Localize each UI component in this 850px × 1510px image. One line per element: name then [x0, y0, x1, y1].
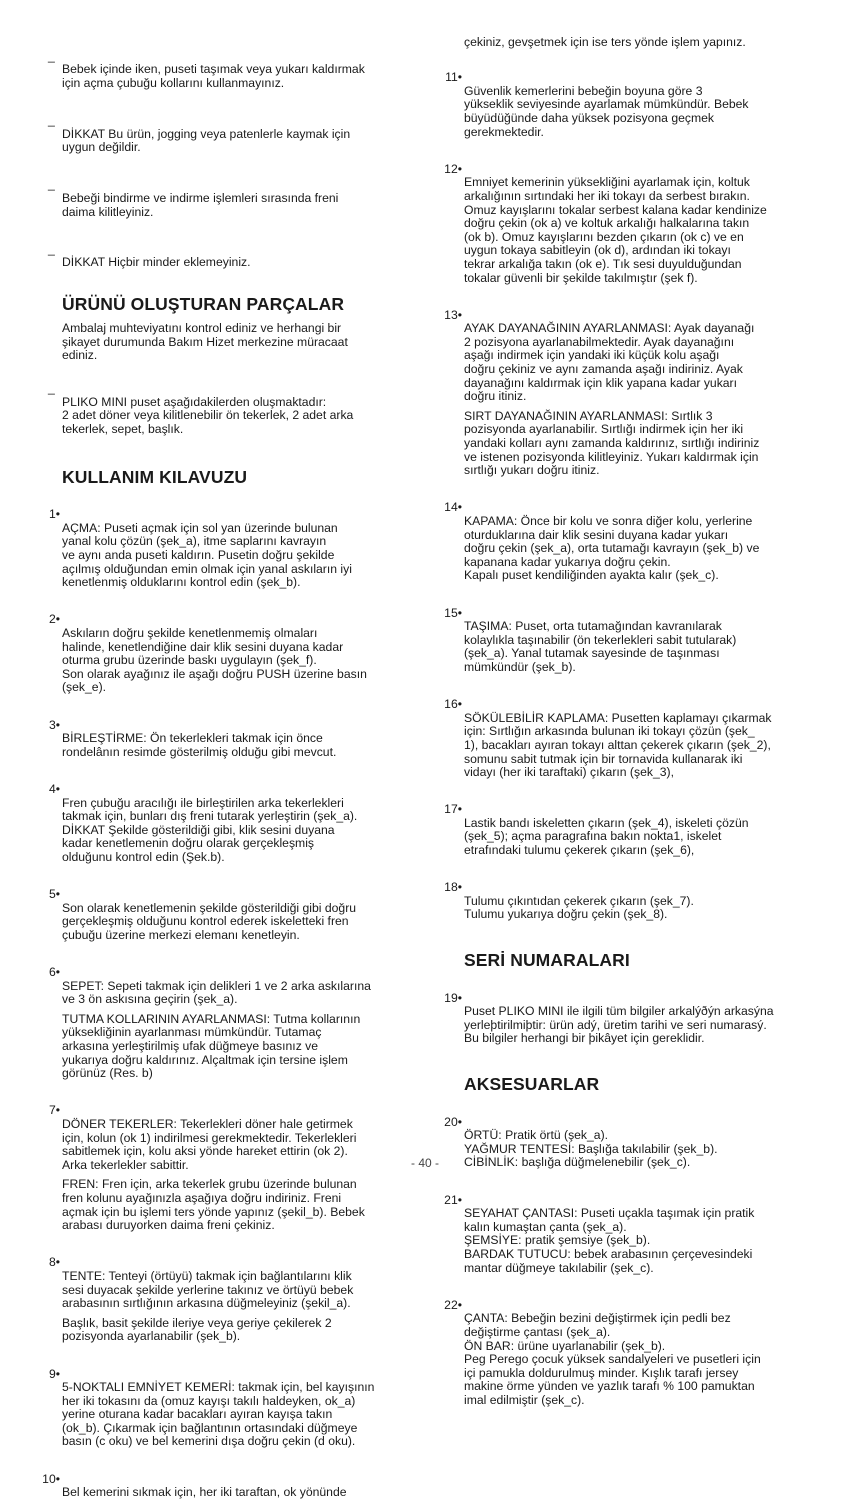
manual-item-14 — [440, 488, 814, 583]
item-text: Güvenlik kemerlerini bebeğin boyuna göre 3 yükseklik seviyesinde ayarlamak mümkündür. Bebek büyüdüğünde daha yüksek pozisyona geçmek gerekmektedir. — [464, 83, 749, 139]
item-text: Son olarak kenetlemenin şekilde gösterildiği gibi doğru gerçekleşmiş olduğunu kontrol ederek iskeletteki fren çubuğu üzerine merkezi elemanı kenetleyin. — [62, 900, 357, 942]
item-number: 17• — [444, 802, 462, 817]
manual-item-3 — [38, 705, 410, 759]
item-number: 10• — [42, 1471, 60, 1486]
item-number: 4• — [48, 781, 60, 796]
item-text: 5-NOKTALI EMNİYET KEMERİ: takmak için, bel kayışının her iki tokasını da (omuz kayışı takılı haldeyken, ok_a) yerine oturana kadar bacakları ayıran kayışa takın (ok_b). Çıkarmak için bağlantının ortasındaki düğmeye basın (c oku) ve bel kemerini dışa doğru çekin (d oku). — [62, 1380, 375, 1449]
item-text: Lastik bandı iskeletten çıkarın (şek_4), iskeleti çözün (şek_5); açma paragrafına bakın nokta1, iskelet etrafındaki tulumu çekerek çıkarın (şek_6), — [464, 815, 749, 858]
manual-item-11 — [440, 58, 814, 140]
item-number: 19• — [444, 990, 462, 1005]
manual-item-10 — [38, 1459, 410, 1500]
manual-item-10-continued: çekiniz, gevşetmek için ise ters yönde işlem yapınız. — [464, 35, 746, 49]
warning-item — [38, 100, 410, 154]
item-number: 6• — [48, 965, 60, 980]
item-number: 12• — [444, 161, 462, 176]
manual-item-15 — [440, 593, 814, 675]
item-number: 15• — [444, 605, 462, 620]
warning-text: DİKKAT Bu ürün, jogging veya patenlerle kaymak için uygun değildir. — [62, 126, 351, 155]
item-text: Puset PLIKO MINI ile ilgili tüm bilgiler arkalýðýn arkasýna yerleþtirilmiþtir: ürün adý, üretim tarihi ve seri numarasý. Bu bilgiler herhangi bir þikâyet için gereklidir. — [464, 1004, 774, 1046]
manual-item-21 — [440, 1180, 814, 1275]
item-number: 7• — [48, 1103, 60, 1118]
item-text: SÖKÜLEBİLİR KAPLAMA: Pusetten kaplamayı çıkarmak için: Sırtlığın arkasında bulunan iki tokayı çözün (şek_ 1), bacakları ayıran tokayı alttan çekerek çıkarın (şek_2), somunu sabit tutmak için bir tornavida kullanarak iki vidayı (her iki taraftaki) çıkarın (şek_3), — [464, 710, 772, 780]
item-text: ÇANTA: Bebeğin bezini değiştirmek için pedli bez değiştirme çantası (şek_a). ÖN BAR: ürüne uyarlanabilir (şek_b). Peg Perego çocuk yüksek sandalyeleri ve pusetleri için içi pamukla doldurulmuş minder. Kışlık tarafı jersey makine örme yünden ve yazlık tarafı % 100 pamuktan imal edilmiştir (şek_c). — [464, 1311, 761, 1407]
manual-item-1 — [38, 495, 410, 590]
warning-text: Bebek içinde iken, puseti taşımak veya yukarı kaldırmak için açma çubuğu kollarını kullanmayınız. — [62, 62, 365, 90]
item-number: 1• — [48, 507, 60, 522]
item-text: SEYAHAT ÇANTASI: Puseti uçakla taşımak için pratik kalın kumaştan çanta (şek_a). ŞEMSİYE: pratik şemsiye (şek_b). BARDAK TUTUCU: bebek arabasının çerçevesindeki mantar düğmeye takılabilir (şek_c). — [464, 1206, 755, 1275]
dash-marker: _ — [48, 381, 55, 396]
item-text: DÖNER TEKERLER: Tekerlekleri döner hale getirmek için, kolun (ok 1) indirilmesi gerekmektedir. Tekerlekleri sabitlemek için, kolu aksi yönde hareket ettirin (ok 2). Arka tekerlekler sabittir. — [62, 1117, 357, 1172]
item-number: 21• — [444, 1192, 462, 1207]
item-number: 2• — [48, 612, 60, 627]
item-number: 22• — [444, 1297, 462, 1312]
manual-item-13-extra: SIRT DAYANAĞININ AYARLANMASI: Sırtlık 3 pozisyonda ayarlanabilir. Sırtlığı indirmek için her iki yandaki kolları aynı zamanda kaldırınız, sırtlığı indiriniz ve istenen pozisyonda kilitleyiniz. Yukarı kaldırmak için sırtlığı yukarı doğru itiniz. — [464, 408, 760, 478]
manual-item-8-extra: Başlık, basit şekilde ileriye veya geriye çekilerek 2 pozisyonda ayarlanabilir (şek_b). — [62, 1315, 332, 1344]
dash-marker: _ — [48, 112, 55, 127]
manual-item-5 — [38, 875, 410, 943]
manual-item-7-extra: FREN: Fren için, arka tekerlek grubu üzerinde bulunan fren kolunu ayağınızla aşağıya doğru indiriniz. Freni açmak için bu işlemi ters yönde yapınız (şekil_b). Bebek arabası duruyorken daima freni çekiniz. — [62, 1177, 365, 1233]
parts-intro: Ambalaj muhteviyatını kontrol ediniz ve herhangi bir şikayet durumunda Bakım Hizet merkezine müracaat ediniz. — [62, 320, 348, 363]
item-number: 13• — [444, 307, 462, 322]
left-column — [38, 36, 410, 1510]
item-number: 14• — [444, 500, 462, 515]
accessories-heading: AKSESUARLAR — [464, 1074, 600, 1094]
item-number: 16• — [444, 697, 462, 712]
warning-text: Bebeği bindirme ve indirme işlemleri sırasında freni daima kilitleyiniz. — [62, 190, 339, 219]
parts-text: PLIKO MINI puset aşağıdakilerden oluşmaktadır: 2 adet döner veya kilitlenebilir ön tekerlek, 2 adet arka tekerlek, sepet, başlık. — [62, 394, 354, 437]
warning-item — [38, 229, 410, 270]
manual-item-18 — [440, 868, 814, 922]
manual-item-16 — [440, 685, 814, 780]
warning-item — [38, 165, 410, 219]
serial-heading: SERİ NUMARALARI — [464, 950, 630, 971]
item-text: BİRLEŞTİRME: Ön tekerlekleri takmak için önce rondelânın resimde gösterilmiş olduğu gibi mevcut. — [62, 731, 337, 759]
item-text: TENTE: Tenteyi (örtüyü) takmak için bağlantılarını klik sesi duyacak şekilde yerlerine takınız ve örtüyü bebek arabasının sırtlığının arkasına düğmeleyiniz (şekil_a). — [62, 1268, 354, 1311]
item-text: SEPET: Sepeti takmak için delikleri 1 ve 2 arka askılarına ve 3 ön askısına geçirin (şek_a). — [62, 978, 371, 1007]
item-text: AÇMA: Puseti açmak için sol yan üzerinde bulunan yanal kolu çözün (şek_a), itme saplarını kavrayın ve aynı anda puseti kaldırın. Pusetin doğru şekilde açılmış olduğundan emin olmak için yanal askıların iyi kenetlenmiş olduklarını kontrol edin (şek_b). — [62, 520, 352, 590]
item-text: KAPAMA: Önce bir kolu ve sonra diğer kolu, yerlerine oturduklarına dair klik sesini duyana kadar yukarı doğru çekin (şek_a), orta tutamağı kavrayın (şek_b) ve kapanana kadar yukarıya doğru çekin. Kapalı puset kendiliğinden ayakta kalır (şek_c). — [464, 514, 760, 583]
right-column — [440, 36, 814, 1417]
item-text: Tulumu çıkıntıdan çekerek çıkarın (şek_7). Tulumu yukarıya doğru çekin (şek_8). — [464, 893, 694, 922]
warning-text: DİKKAT Hiçbir minder eklemeyiniz. — [62, 255, 251, 270]
dash-marker: _ — [48, 241, 55, 256]
item-text: AYAK DAYANAĞININ AYARLANMASI: Ayak dayanağı 2 pozisyona ayarlanabilmektedir. Ayak dayanağını aşağı indirmek için yandaki iki küçük kolu aşağı doğru çekiniz ve aynı zamanda aşağı indiriniz. Ayak dayanağını kaldırmak için klik yapana kadar yukarı doğru itiniz. — [464, 321, 755, 404]
manual-item-22 — [440, 1285, 814, 1407]
item-number: 3• — [48, 717, 60, 732]
item-text: ÖRTÜ: Pratik örtü (şek_a). YAĞMUR TENTESİ: Başlığa takılabilir (şek_b). CİBİNLİK: başlığa düğmelenebilir (şek_c). — [464, 1128, 718, 1170]
item-number: 8• — [48, 1255, 60, 1270]
manual-item-19 — [440, 978, 814, 1046]
manual-item-9 — [38, 1354, 410, 1449]
manual-item-17 — [440, 790, 814, 858]
page-number: - 40 - — [410, 1156, 439, 1170]
item-number: 5• — [48, 887, 60, 902]
item-text: Fren çubuğu aracılığı ile birleştirilen arka tekerlekleri takmak için, bunları dış freni tutarak yerleştirin (şek_a). DİKKAT Şekilde gösterildiği gibi, klik sesini duyana kadar kenetlemenin doğru olarak gerçekleşmiş olduğunu kontrol edin (Şek.b). — [62, 795, 358, 864]
manual-item-12 — [440, 149, 814, 285]
parts-list-item — [38, 369, 410, 437]
manual-item-8 — [38, 1243, 410, 1311]
item-text: Askıların doğru şekilde kenetlenmemiş olmaları halinde, kenetlendiğine dair klik sesini duyana kadar oturma grubu üzerinde baskı uygulayın (şek_f). Son olarak ayağınız ile aşağı doğru PUSH üzerine basın (şek_e). — [62, 626, 367, 695]
dash-marker: _ — [48, 48, 55, 63]
manual-item-6 — [38, 952, 410, 1006]
item-number: 20• — [444, 1114, 462, 1129]
parts-heading: ÜRÜNÜ OLUŞTURAN PARÇALAR — [62, 293, 345, 314]
item-text: Emniyet kemerinin yüksekliğini ayarlamak için, koltuk arkalığının sırtındaki her iki tokayı da serbest bırakın. Omuz kayışlarını tokalar serbest kalana kadar kendinize doğru çekin (ok a) ve koltuk arkalığı halkalarına takın (ok b). Omuz kayışlarını bezden çıkarın (ok c) ve en uygun tokaya sabitleyin (ok d), ardından iki tokayı tekrar arkalığa takın (ok e). Tık sesi duyulduğundan tokalar güvenli bir şekilde takılmıştır (şek f). — [464, 175, 767, 285]
item-number: 11• — [445, 70, 462, 85]
manual-item-2 — [38, 600, 410, 695]
manual-item-13 — [440, 295, 814, 404]
item-text: TAŞIMA: Puset, orta tutamağından kavranılarak kolaylıkla taşınabilir (ön tekerlekleri sabit tutularak) (şek_a). Yanal tutamak sayesinde de taşınması mümkündür (şek_b). — [464, 619, 737, 674]
item-number: 18• — [444, 880, 462, 895]
manual-item-6-extra: TUTMA KOLLARININ AYARLANMASI: Tutma kollarının yüksekliğinin ayarlanması mümkündür. Tutamaç arkasına yerleştirilmiş ufak düğmeye basınız ve yukarıya doğru kaldırınız. Alçaltmak için tersine işlem görünüz (Res. b) — [62, 1011, 361, 1081]
item-text: Bel kemerini sıkmak için, her iki taraftan, ok yönünde — [62, 1485, 347, 1500]
item-number: 9• — [48, 1366, 60, 1381]
dash-marker: _ — [48, 177, 55, 192]
manual-item-4 — [38, 769, 410, 864]
manual-heading: KULLANIM KILAVUZU — [62, 466, 248, 487]
warning-item — [38, 36, 410, 90]
